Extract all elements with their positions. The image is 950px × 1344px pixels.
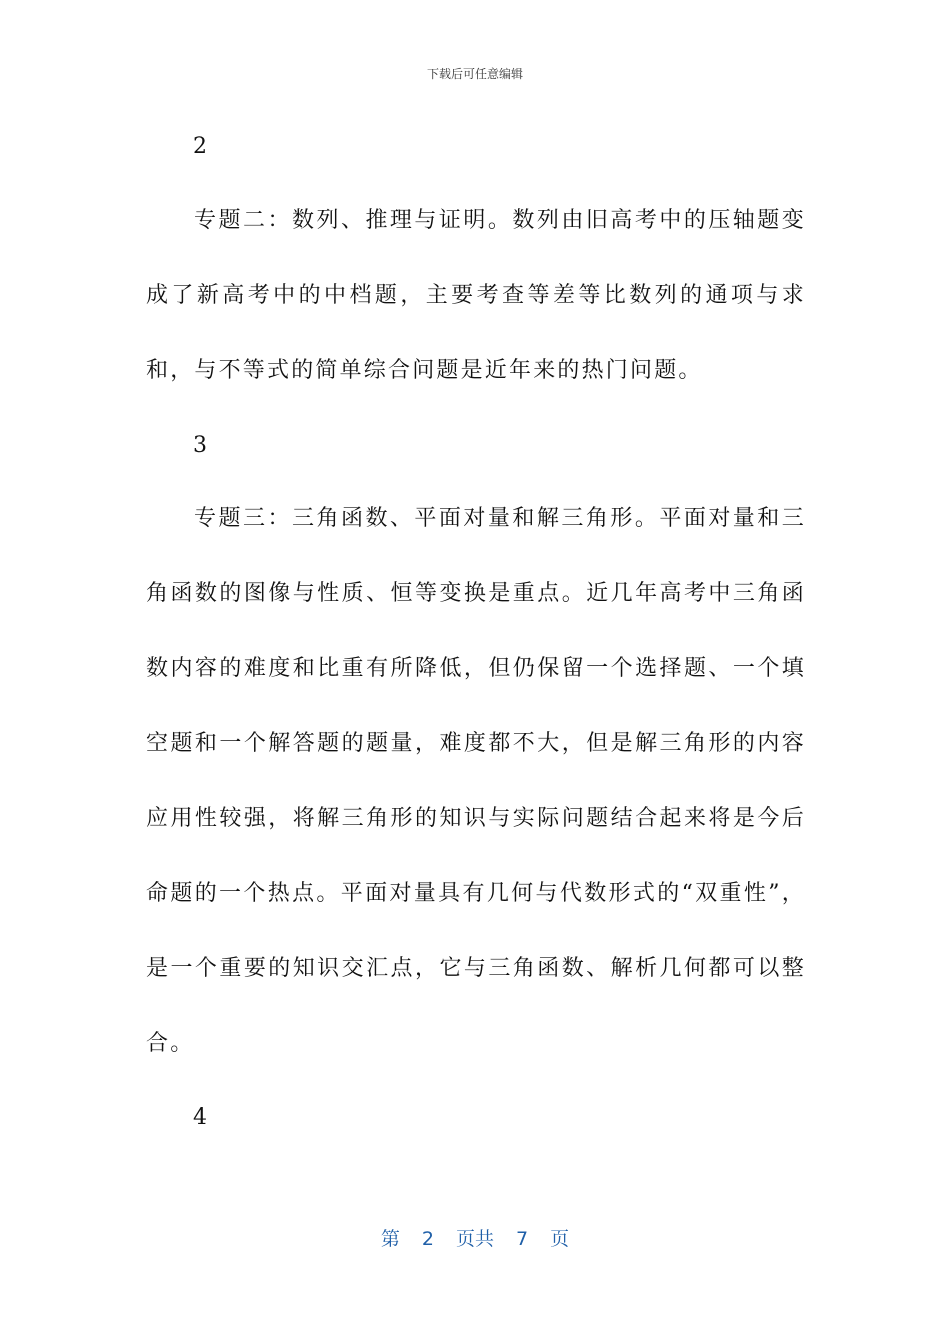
section-number: 3 <box>193 433 207 458</box>
page-header-note: 下载后可任意编辑 <box>426 67 523 81</box>
footer-total-pages: 7 <box>516 1228 529 1250</box>
footer-current-page: 2 <box>421 1228 434 1250</box>
section-number: 2 <box>193 134 207 159</box>
page-footer <box>0 1226 950 1252</box>
footer-prefix: 第 <box>380 1228 400 1250</box>
section-paragraph: 专题三：三角函数、平面对量和解三角形。平面对量和三角函数的图像与性质、恒等变换是重点。近几年高考中三角函数内容的难度和比重有所降低，但仍保留一个选择题、一个填空题和一个解答题的题量，难度都不大，但是解三角形的内容应用性较强，将解三角形的知识与实际问题结合起来将是今后命题的一个热点。平面对量具有几何与代数形式的“双重性”，是一个重要的知识交汇点，它与三角函数、解析几何都可以整合。 <box>146 506 806 1056</box>
section-number: 4 <box>193 1105 207 1130</box>
footer-suffix: 页 <box>550 1228 570 1250</box>
section-paragraph: 专题二：数列、推理与证明。数列由旧高考中的压轴题变成了新高考中的中档题，主要考查等差等比数列的通项与求和，与不等式的简单综合问题是近年来的热门问题。 <box>146 208 806 383</box>
footer-middle: 页共 <box>455 1228 494 1250</box>
